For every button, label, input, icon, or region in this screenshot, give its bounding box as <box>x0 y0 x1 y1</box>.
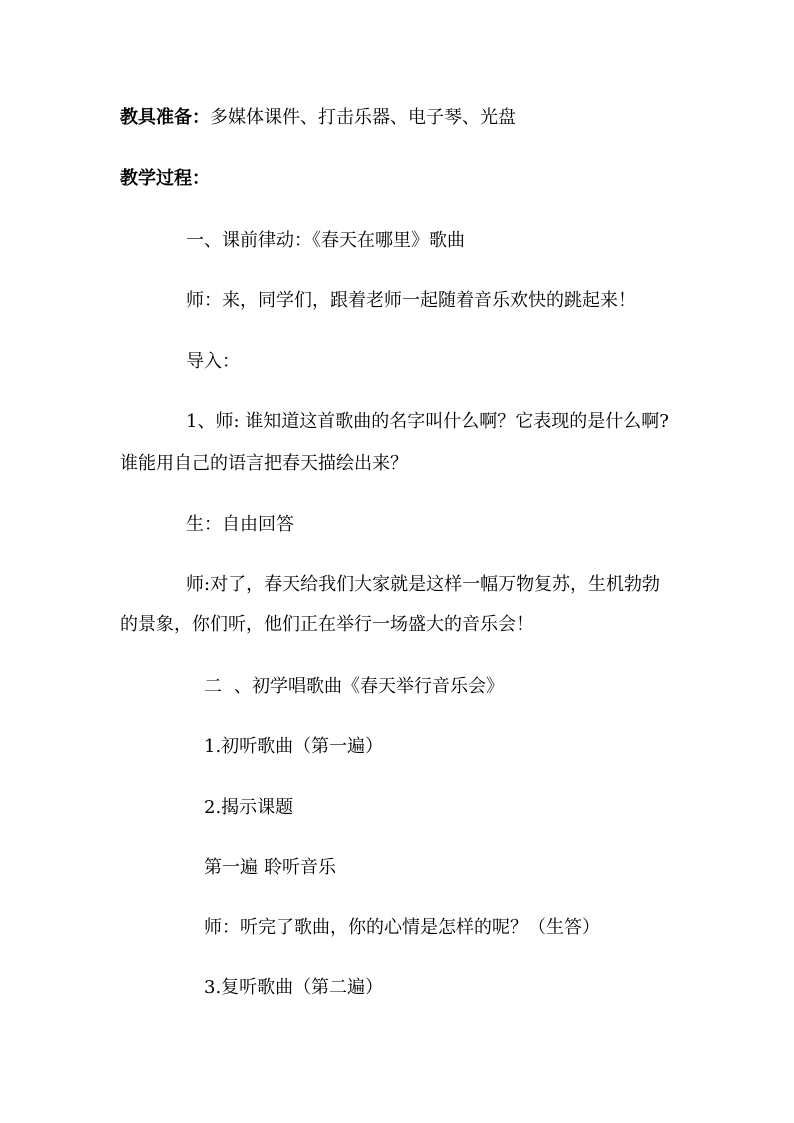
teaching-aids-text: 多媒体课件、打击乐器、电子琴、光盘 <box>210 107 516 128</box>
question-line-2: 谁能用自己的语言把春天描绘出来？ <box>120 453 408 474</box>
first-listen-line <box>204 856 336 880</box>
section-one-heading: 一、课前律动：《春天在哪里》歌曲 <box>186 230 465 251</box>
step-two-line: 2.揭示课题 <box>204 797 294 818</box>
teacher-line-1: 师：来，同学们，跟着老师一起随着音乐欢快的跳起来！ <box>186 290 636 311</box>
teacher-line-3: 师：听完了歌曲，你的心情是怎样的呢？（生答） <box>204 917 600 938</box>
intro-label: 导入： <box>186 351 240 372</box>
teaching-aids-label: 教具准备： <box>120 107 210 128</box>
step-three-line: 3.复听歌曲（第二遍） <box>204 977 384 998</box>
student-answer-line: 生：自由回答 <box>186 514 294 535</box>
first-listen-text: 聆听音乐 <box>264 857 336 878</box>
section-two-heading <box>204 675 504 699</box>
step-one-line: 1.初听歌曲（第一遍） <box>204 736 384 757</box>
section-two-number: 二 <box>204 676 222 697</box>
question-line-1: 1、师: 谁知道这首歌曲的名字叫什么啊？它表现的是什么啊? <box>186 411 669 432</box>
first-listen-label: 第一遍 <box>204 857 258 878</box>
teaching-aids-line <box>120 106 516 130</box>
teaching-process-heading: 教学过程： <box>120 168 210 189</box>
section-two-title: 、初学唱歌曲《春天举行音乐会》 <box>234 676 504 697</box>
teacher-line-2b: 的景象，你们听，他们正在举行一场盛大的音乐会！ <box>120 614 534 635</box>
teacher-line-2a: 师:对了，春天给我们大家就是这样一幅万物复苏，生机勃勃 <box>186 574 661 595</box>
